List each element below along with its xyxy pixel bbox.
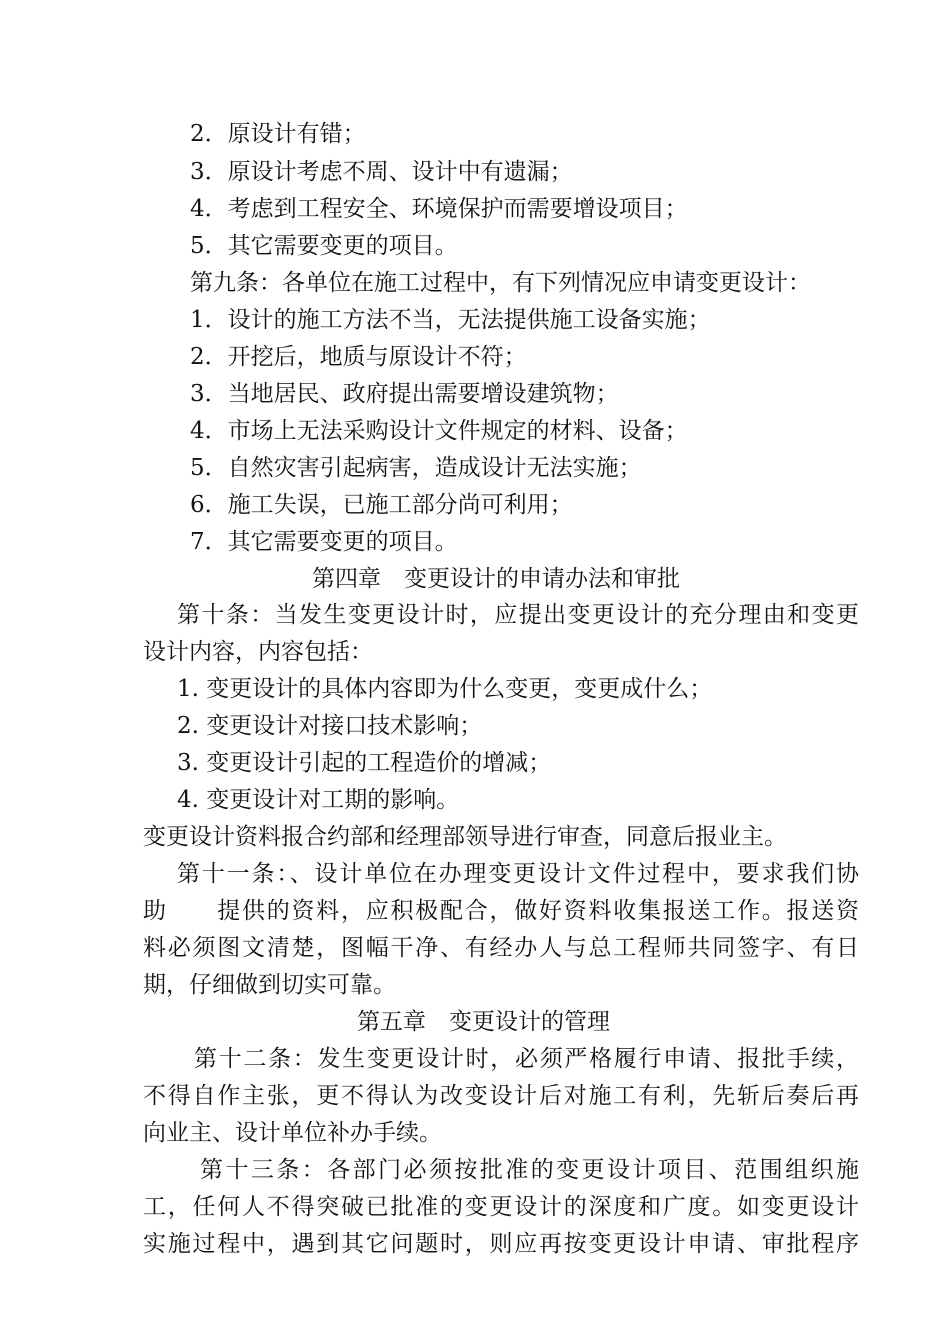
list-item: 5．自然灾害引起病害，造成设计无法实施； [190, 455, 642, 481]
list-item: 7．其它需要变更的项目。 [190, 529, 458, 555]
paragraph-line: 第十一条：、设计单位在办理变更设计文件过程中，要求我们协 [177, 861, 859, 887]
paragraph-line: 实施过程中，遇到其它问题时，则应再按变更设计申请、审批程序 [143, 1231, 859, 1257]
article-heading: 第九条：各单位在施工过程中，有下列情况应申请变更设计： [190, 270, 811, 296]
paragraph-line: 不得自作主张，更不得认为改变设计后对施工有利，先斩后奏后再 [143, 1083, 859, 1109]
paragraph-line: 期，仔细做到切实可靠。 [143, 972, 396, 998]
list-item: 3．原设计考虑不周、设计中有遗漏； [190, 159, 573, 185]
paragraph-line: 工，任何人不得突破已批准的变更设计的深度和广度。如变更设计 [143, 1194, 859, 1220]
paragraph-line: 第十二条：发生变更设计时，必须严格履行申请、报批手续， [194, 1046, 859, 1072]
list-item: 2．开挖后，地质与原设计不符； [190, 344, 527, 370]
list-item: 2．原设计有错； [190, 121, 366, 147]
list-item: 1．设计的施工方法不当，无法提供施工设备实施； [190, 307, 711, 333]
paragraph-line: 向业主、设计单位补办手续。 [143, 1120, 442, 1146]
paragraph-line: 第十条：当发生变更设计时，应提出变更设计的充分理由和变更 [177, 602, 859, 628]
list-item: 3. 变更设计引起的工程造价的增减； [177, 750, 552, 776]
paragraph-line: 助 提供的资料，应积极配合，做好资料收集报送工作。报送资 [143, 898, 859, 924]
list-item: 4．考虑到工程安全、环境保护而需要增设项目； [190, 196, 688, 222]
paragraph-line: 变更设计资料报合约部和经理部领导进行审查，同意后报业主。 [143, 824, 787, 850]
list-item: 3．当地居民、政府提出需要增设建筑物； [190, 381, 619, 407]
paragraph-line: 料必须图文清楚，图幅干净、有经办人与总工程师共同签字、有日 [143, 935, 859, 961]
list-item: 2. 变更设计对接口技术影响； [177, 713, 483, 739]
chapter-heading: 第四章 变更设计的申请办法和审批 [312, 566, 680, 592]
paragraph-line: 第十三条：各部门必须按批准的变更设计项目、范围组织施 [200, 1157, 859, 1183]
list-item: 4．市场上无法采购设计文件规定的材料、设备； [190, 418, 688, 444]
list-item: 5．其它需要变更的项目。 [190, 233, 458, 259]
paragraph-line: 设计内容，内容包括： [143, 639, 373, 665]
list-item: 6．施工失误，已施工部分尚可利用； [190, 492, 573, 518]
chapter-heading: 第五章 变更设计的管理 [357, 1009, 610, 1035]
list-item: 1. 变更设计的具体内容即为什么变更，变更成什么； [177, 676, 713, 702]
list-item: 4. 变更设计对工期的影响。 [177, 787, 460, 813]
